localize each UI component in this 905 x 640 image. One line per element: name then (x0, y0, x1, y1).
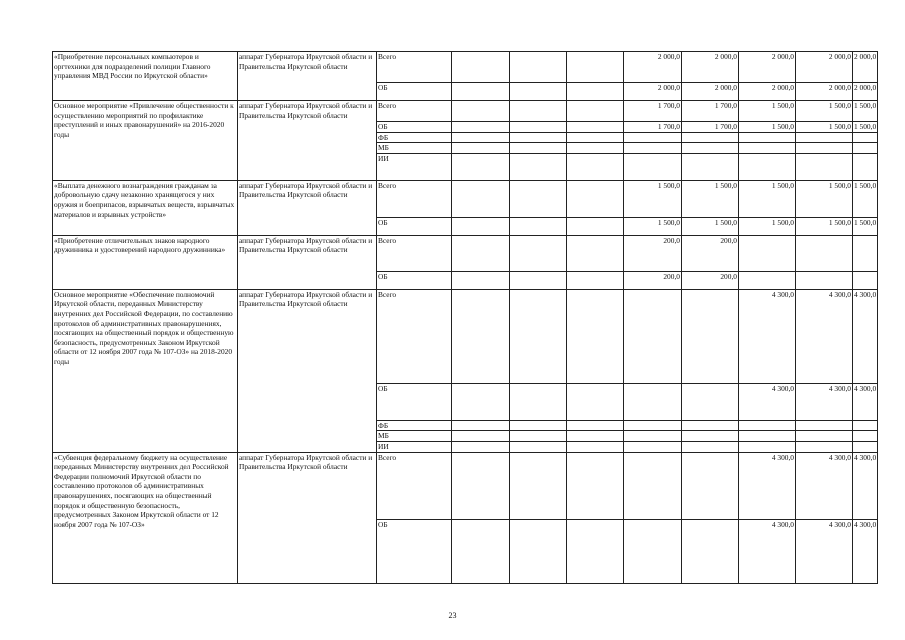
amount-cell (796, 132, 853, 143)
amount-cell: 2 000,0 (796, 52, 853, 83)
amount-cell (510, 153, 567, 180)
amount-cell (853, 153, 878, 180)
table-body (53, 52, 878, 584)
amount-cell (682, 420, 739, 431)
amount-cell: 2 000,0 (682, 52, 739, 83)
amount-cell: 4 300,0 (853, 452, 878, 519)
amount-cell: 1 500,0 (796, 217, 853, 235)
amount-cell (510, 180, 567, 217)
amount-cell: 4 300,0 (739, 452, 796, 519)
amount-cell (567, 101, 624, 122)
funding-source-cell: ОБ (377, 271, 452, 289)
amount-cell (624, 143, 682, 154)
table-row (53, 101, 878, 122)
amount-cell (739, 132, 796, 143)
amount-cell (510, 132, 567, 143)
amount-cell (510, 52, 567, 83)
amount-cell: 1 500,0 (853, 180, 878, 217)
amount-cell: 4 300,0 (739, 383, 796, 420)
amount-cell (624, 452, 682, 519)
amount-cell (853, 271, 878, 289)
amount-cell: 200,0 (682, 235, 739, 271)
amount-cell (682, 132, 739, 143)
amount-cell (452, 143, 510, 154)
amount-cell (567, 83, 624, 101)
amount-cell (739, 431, 796, 442)
amount-cell: 1 500,0 (739, 180, 796, 217)
amount-cell (452, 217, 510, 235)
amount-cell: 2 000,0 (853, 52, 878, 83)
amount-cell: 1 700,0 (682, 101, 739, 122)
amount-cell (452, 83, 510, 101)
funding-source-cell: ОБ (377, 217, 452, 235)
amount-cell: 4 300,0 (796, 383, 853, 420)
amount-cell (739, 153, 796, 180)
amount-cell (452, 452, 510, 519)
table-row (53, 235, 878, 271)
amount-cell (682, 441, 739, 452)
amount-cell (624, 441, 682, 452)
amount-cell (510, 441, 567, 452)
amount-cell (452, 519, 510, 583)
amount-cell (567, 132, 624, 143)
amount-cell (853, 431, 878, 442)
measure-name-cell: «Приобретение отличительных знаков народного дружинника и удостоверений народного дружинника» (53, 235, 238, 289)
amount-cell: 2 000,0 (624, 83, 682, 101)
funding-source-cell: Всего (377, 289, 452, 383)
funding-source-cell: ОБ (377, 83, 452, 101)
amount-cell (452, 132, 510, 143)
amount-cell (567, 52, 624, 83)
amount-cell (510, 143, 567, 154)
executor-cell: аппарат Губернатора Иркутской области и Правительства Иркутской области (238, 289, 377, 452)
amount-cell (510, 122, 567, 133)
amount-cell (510, 217, 567, 235)
amount-cell: 2 000,0 (682, 83, 739, 101)
amount-cell: 2 000,0 (853, 83, 878, 101)
amount-cell (796, 153, 853, 180)
amount-cell: 1 500,0 (682, 180, 739, 217)
amount-cell: 200,0 (682, 271, 739, 289)
amount-cell (796, 441, 853, 452)
amount-cell: 4 300,0 (853, 519, 878, 583)
amount-cell: 1 700,0 (682, 122, 739, 133)
amount-cell (624, 420, 682, 431)
amount-cell (510, 519, 567, 583)
amount-cell (510, 420, 567, 431)
page-number: 23 (448, 611, 457, 620)
amount-cell: 4 300,0 (739, 519, 796, 583)
amount-cell (452, 235, 510, 271)
amount-cell (796, 271, 853, 289)
amount-cell: 1 500,0 (796, 101, 853, 122)
amount-cell (739, 271, 796, 289)
amount-cell (510, 452, 567, 519)
amount-cell (624, 289, 682, 383)
amount-cell (682, 431, 739, 442)
amount-cell: 2 000,0 (739, 52, 796, 83)
amount-cell (624, 153, 682, 180)
amount-cell: 1 500,0 (682, 217, 739, 235)
amount-cell (510, 271, 567, 289)
amount-cell (796, 143, 853, 154)
amount-cell: 1 500,0 (739, 101, 796, 122)
amount-cell (567, 180, 624, 217)
amount-cell (510, 101, 567, 122)
amount-cell (682, 383, 739, 420)
amount-cell (510, 235, 567, 271)
amount-cell (853, 132, 878, 143)
funding-source-cell: ФБ (377, 132, 452, 143)
amount-cell: 1 500,0 (853, 101, 878, 122)
amount-cell (796, 420, 853, 431)
amount-cell (567, 441, 624, 452)
funding-source-cell: ОБ (377, 519, 452, 583)
amount-cell: 1 500,0 (796, 122, 853, 133)
amount-cell (452, 271, 510, 289)
amount-cell (567, 235, 624, 271)
amount-cell (452, 289, 510, 383)
amount-cell: 1 500,0 (796, 180, 853, 217)
amount-cell (682, 452, 739, 519)
amount-cell (567, 519, 624, 583)
funding-source-cell: ОБ (377, 122, 452, 133)
amount-cell (510, 431, 567, 442)
amount-cell (682, 143, 739, 154)
amount-cell (567, 271, 624, 289)
amount-cell: 1 500,0 (739, 217, 796, 235)
amount-cell (739, 420, 796, 431)
amount-cell (682, 289, 739, 383)
funding-source-cell: Всего (377, 52, 452, 83)
amount-cell (739, 235, 796, 271)
amount-cell (567, 420, 624, 431)
table-row (53, 180, 878, 217)
amount-cell (452, 441, 510, 452)
amount-cell: 1 500,0 (624, 180, 682, 217)
amount-cell (510, 289, 567, 383)
table-row (53, 52, 878, 83)
amount-cell: 4 300,0 (853, 289, 878, 383)
executor-cell: аппарат Губернатора Иркутской области и Правительства Иркутской области (238, 180, 377, 235)
amount-cell (510, 383, 567, 420)
funding-source-cell: Всего (377, 180, 452, 217)
funding-source-cell: ИИ (377, 153, 452, 180)
amount-cell (853, 420, 878, 431)
funding-source-cell: МБ (377, 431, 452, 442)
amount-cell (567, 143, 624, 154)
budget-table (52, 51, 878, 584)
executor-cell: аппарат Губернатора Иркутской области и Правительства Иркутской области (238, 235, 377, 289)
amount-cell (567, 289, 624, 383)
amount-cell (624, 431, 682, 442)
amount-cell: 1 700,0 (624, 122, 682, 133)
funding-source-cell: ФБ (377, 420, 452, 431)
executor-cell: аппарат Губернатора Иркутской области и Правительства Иркутской области (238, 452, 377, 583)
amount-cell (739, 441, 796, 452)
amount-cell: 200,0 (624, 235, 682, 271)
amount-cell (452, 101, 510, 122)
amount-cell (853, 441, 878, 452)
amount-cell (853, 235, 878, 271)
amount-cell: 2 000,0 (796, 83, 853, 101)
amount-cell (452, 52, 510, 83)
amount-cell (796, 431, 853, 442)
amount-cell (452, 180, 510, 217)
amount-cell (452, 420, 510, 431)
amount-cell: 1 500,0 (853, 217, 878, 235)
amount-cell (853, 143, 878, 154)
amount-cell: 1 500,0 (854, 122, 877, 131)
funding-source-cell: МБ (377, 143, 452, 154)
amount-cell (510, 83, 567, 101)
executor-cell: аппарат Губернатора Иркутской области и Правительства Иркутской области (238, 101, 377, 181)
amount-cell: 4 300,0 (796, 519, 853, 583)
amount-cell: 4 300,0 (739, 289, 796, 383)
amount-cell: 4 300,0 (853, 383, 878, 420)
amount-cell (624, 519, 682, 583)
amount-cell (796, 235, 853, 271)
amount-cell: 2 000,0 (739, 83, 796, 101)
funding-source-cell: ИИ (377, 441, 452, 452)
funding-source-cell: Всего (377, 235, 452, 271)
table-row (53, 289, 878, 383)
measure-name-cell: «Выплата денежного вознаграждения гражданам за добровольную сдачу незаконно хранящегося у них оружия и боеприпасов, взрывчатых веществ, взрывчатых материалов и взрывных устройств» (53, 180, 238, 235)
amount-cell (567, 383, 624, 420)
executor-cell: аппарат Губернатора Иркутской области и Правительства Иркутской области (238, 52, 377, 101)
amount-cell (567, 431, 624, 442)
amount-cell (739, 143, 796, 154)
amount-cell (682, 153, 739, 180)
measure-name-cell: «Субвенция федеральному бюджету на осуществление переданных Министерству внутренних дел Российской Федерации полномочий Иркутской области по составлению протоколов об административных правонарушениях, посягающих на общественный порядок и общественную безопасность, предусмотренных Законом Иркутской области от 12 ноября 2007 года № 107-ОЗ» (53, 452, 238, 583)
amount-cell (452, 383, 510, 420)
funding-source-cell: Всего (377, 101, 452, 122)
amount-cell (567, 153, 624, 180)
amount-cell: 4 300,0 (796, 452, 853, 519)
amount-cell: 200,0 (624, 271, 682, 289)
amount-cell (452, 122, 510, 133)
amount-cell: 2 000,0 (624, 52, 682, 83)
amount-cell (452, 153, 510, 180)
measure-name-cell: Основное мероприятие «Обеспечение полномочий Иркутской области, переданных Министерству внутренних дел Российской Федерации, по составлению протоколов об административных правонарушениях, посягающих на общественный порядок и общественную безопасность, предусмотренных Законом Иркутской области от 12 ноября 2007 года № 107-ОЗ» на 2018-2020 годы (53, 289, 238, 452)
amount-cell: 1 500,0 (624, 217, 682, 235)
amount-cell (567, 452, 624, 519)
amount-cell (567, 122, 624, 133)
measure-name-cell: Основное мероприятие «Привлечение общественности к осуществлению мероприятий по профилактике преступлений и иных правонарушений» на 2016-2020 годы (53, 101, 238, 181)
amount-cell (567, 217, 624, 235)
amount-cell (452, 431, 510, 442)
amount-cell: 4 300,0 (796, 289, 853, 383)
amount-cell: 1 500,0 (739, 122, 796, 133)
amount-cell: 1 700,0 (624, 101, 682, 122)
measure-name-cell: «Приобретение персональных компьютеров и оргтехники для подразделений полиции Главного управления МВД России по Иркутской области» (53, 52, 238, 101)
funding-source-cell: ОБ (377, 383, 452, 420)
amount-cell (624, 132, 682, 143)
amount-cell (624, 383, 682, 420)
amount-cell (682, 519, 739, 583)
funding-source-cell: Всего (377, 452, 452, 519)
table-row (53, 452, 878, 519)
